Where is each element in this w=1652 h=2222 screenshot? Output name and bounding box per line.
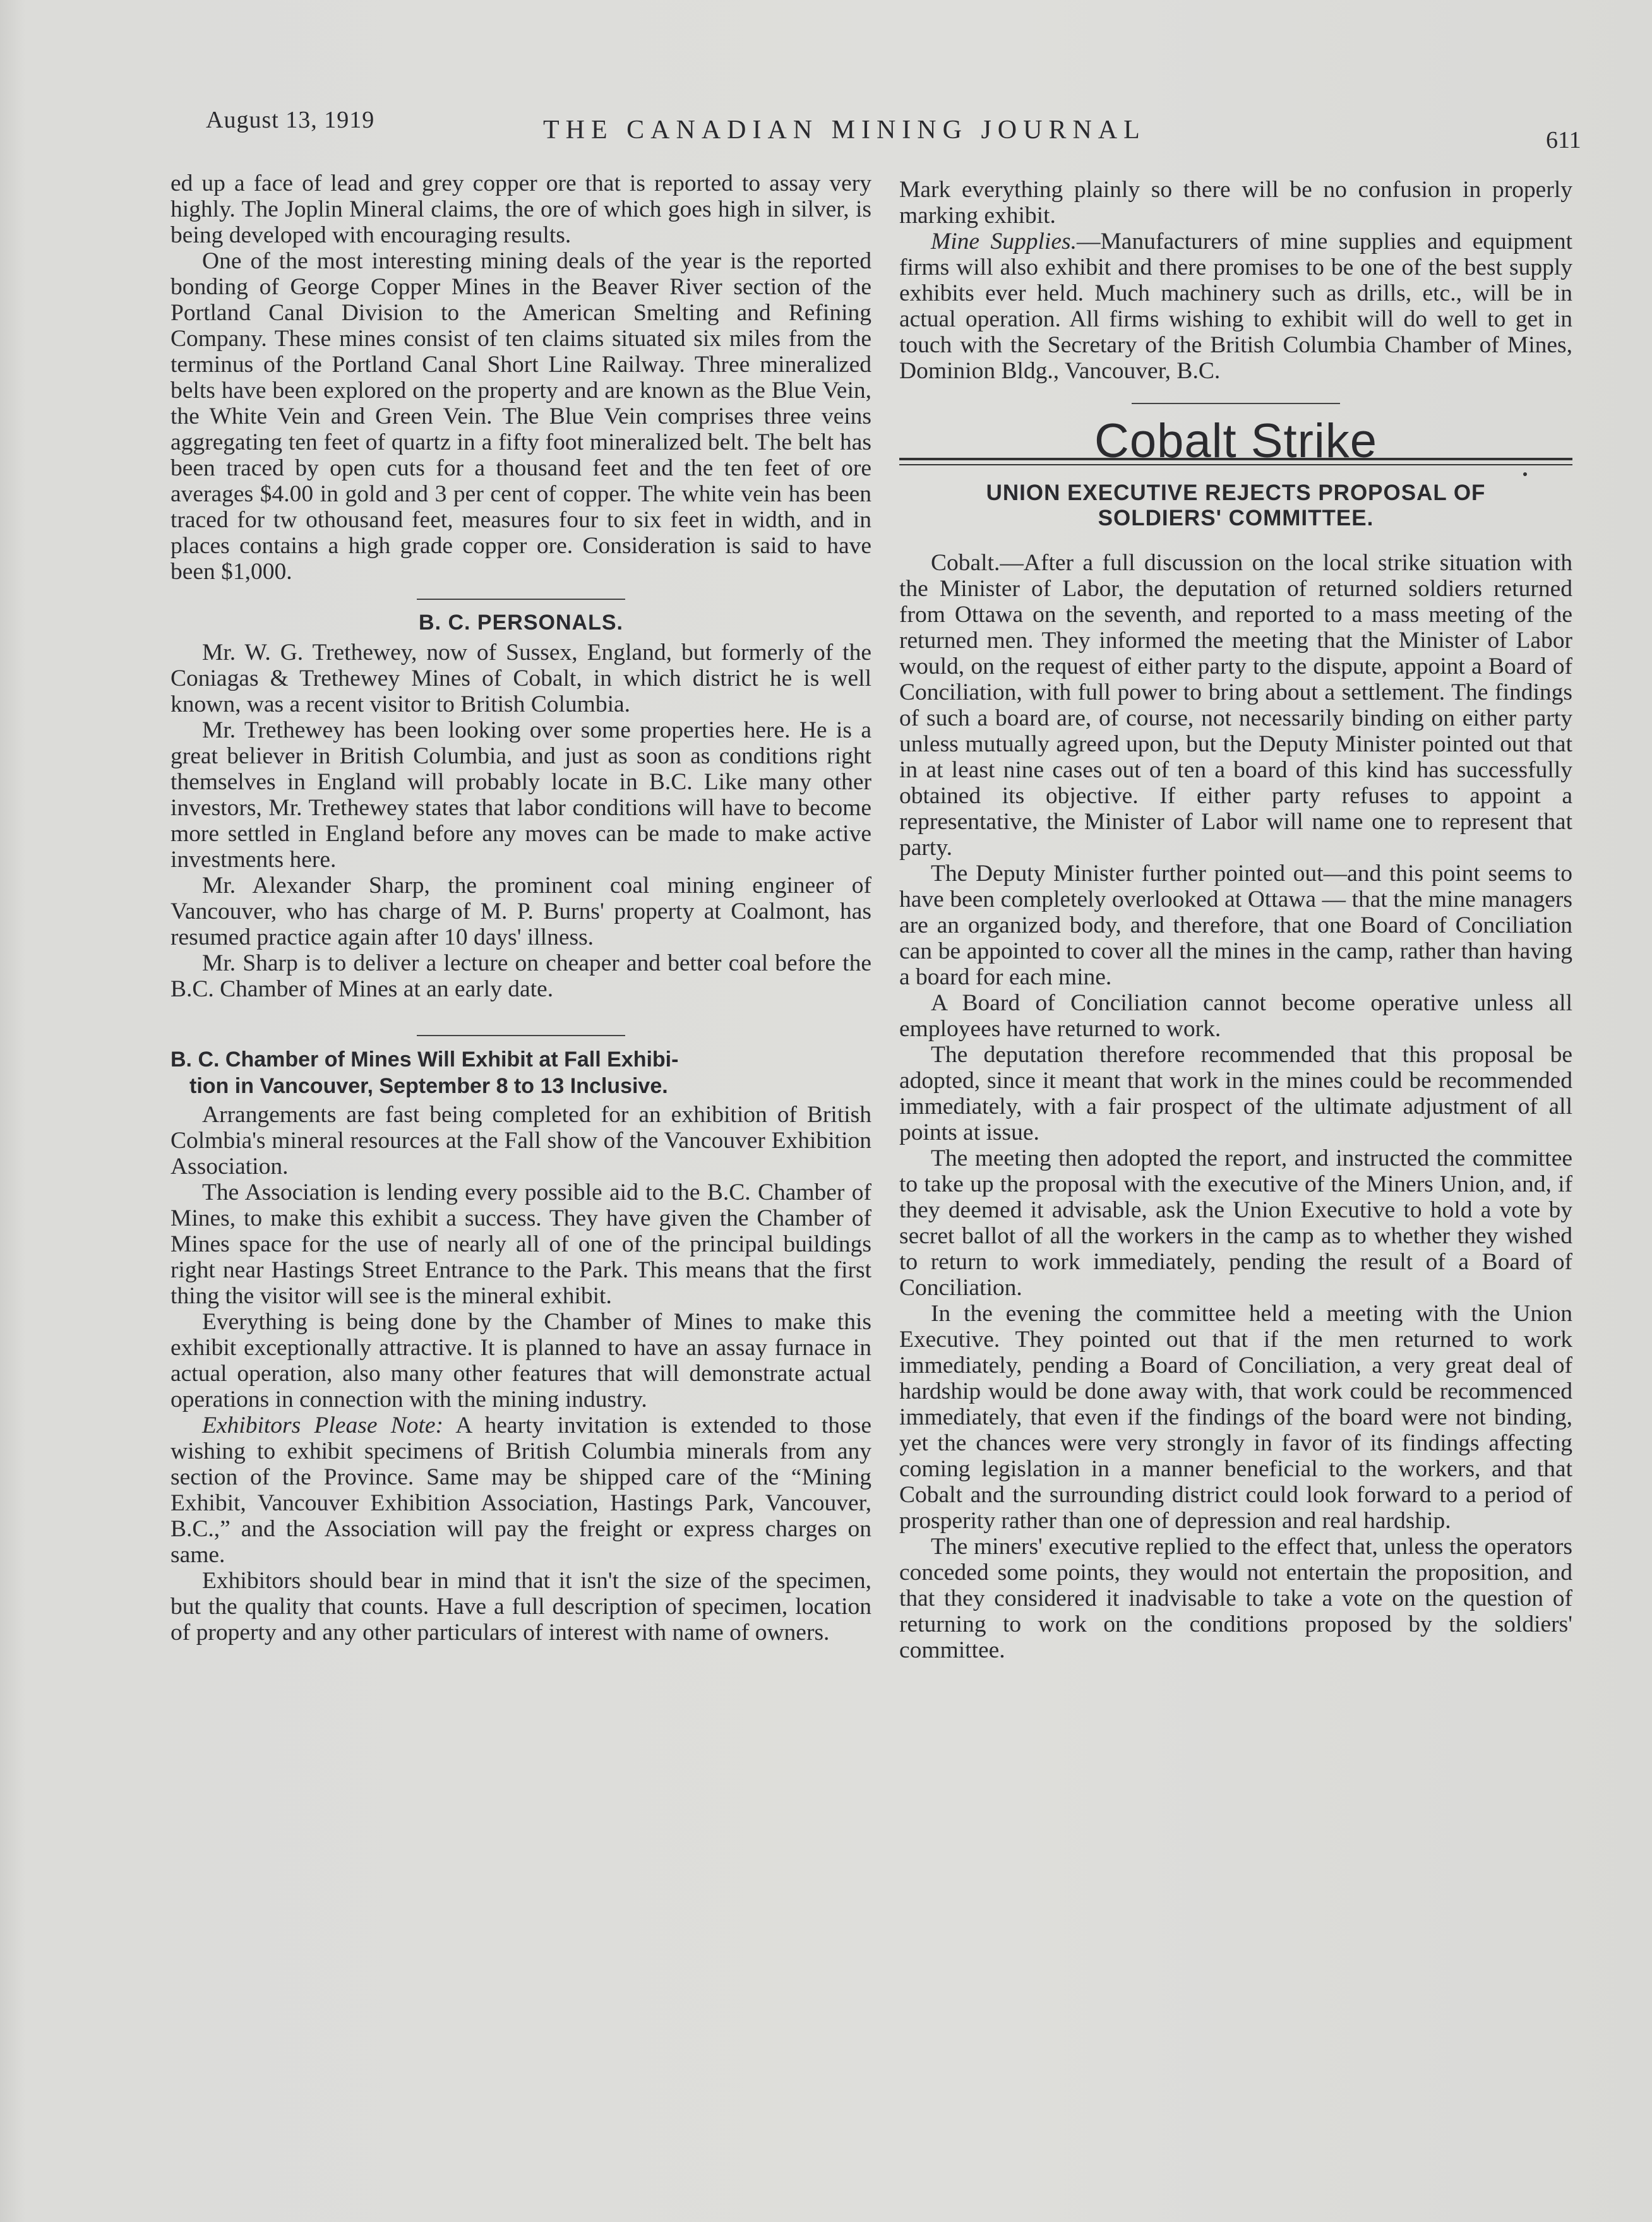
cobalt-strike-title: Cobalt Strike bbox=[1094, 414, 1378, 468]
article-paragraph: Mr. W. G. Trethewey, now of Sussex, England, but formerly of the Coniagas & Trethewey Mines of Cobalt, in which district he is well known, was a recent visitor to British Columbia. bbox=[171, 640, 871, 717]
article-paragraph: Mr. Trethewey has been looking over some properties here. He is a great believer in British Columbia, and just as soon as conditions right themselves in England will probably locate in B.C. Like many other investors, Mr. Trethewey states that labor conditions will have to become more settled in England before any moves can be made to make active investments here. bbox=[171, 717, 871, 873]
left-column bbox=[171, 170, 871, 1646]
article-paragraph: One of the most interesting mining deals of the year is the reported bonding of George Copper Mines in the Beaver River section of the Portland Canal Division to the American Smelting and Refining Company. These mines consist of ten claims situated six miles from the terminus of the Portland Canal Short Line Railway. Three mineralized belts have been explored on the property and are known as the Blue Vein, the White Vein and Green Vein. The Blue Vein comprises three veins aggregating ten feet of quartz in a fifty foot mineralized belt. The belt has been traced by open cuts for a thousand feet and the ten feet of ore averages $4.00 in gold and 3 per cent of copper. The white vein has been traced for tw othousand feet, measures four to six feet in width, and in places contains a high grade copper ore. Consideration is said to have been $1,000. bbox=[171, 248, 871, 585]
article-paragraph: Mr. Alexander Sharp, the prominent coal mining engineer of Vancouver, who has charge of M. P. Burns' property at Coalmont, has resumed practice again after 10 days' illness. bbox=[171, 873, 871, 950]
section-divider bbox=[417, 599, 625, 600]
exhibit-heading-line: tion in Vancouver, September 8 to 13 Inclusive. bbox=[189, 1074, 668, 1098]
journal-title: THE CANADIAN MINING JOURNAL bbox=[543, 116, 1146, 145]
supplies-text: —Manufacturers of mine supplies and equipment firms will also exhibit and there promises to be one of the best supply exhibits ever held. Much machinery such as drills, etc., will be in actual operation. All firms wishing to exhibit will do well to get in touch with the Secretary of the British Columbia Chamber of Mines, Dominion Bldg., Vancouver, B.C. bbox=[899, 229, 1572, 384]
article-paragraph: A Board of Conciliation cannot become operative unless all employees have returned to work. bbox=[899, 990, 1572, 1042]
article-paragraph: In the evening the committee held a meeting with the Union Executive. They pointed out that if the men returned to work immediately, pending a Board of Conciliation, a very great deal of hardship would be done away with, that work could be recommenced immediately, that even if the findings of the board were not binding, yet the chances were very strongly in favor of its findings affecting coming legislation in a manner beneficial to the workers, and that Cobalt and the surrounding district could look forward to a period of prosperity rather than one of depression and real hardship. bbox=[899, 1301, 1572, 1534]
personals-heading: B. C. PERSONALS. bbox=[419, 611, 623, 635]
supplies-label: Mine Supplies. bbox=[931, 229, 1077, 254]
section-divider bbox=[1132, 403, 1340, 404]
article-paragraph: The meeting then adopted the report, and instructed the committee to take up the proposal with the executive of the Miners Union, and, if they deemed it advisable, ask the Union Executive to hold a vote by secret ballot of all the workers in the camp as to whether they wished to return to work immediately, pending the result of a Board of Conciliation. bbox=[899, 1145, 1572, 1301]
article-paragraph: Mr. Sharp is to deliver a lecture on cheaper and better coal before the B.C. Chamber of Mines at an early date. bbox=[171, 950, 871, 1002]
note-label: Exhibitors Please Note: bbox=[202, 1413, 444, 1438]
article-paragraph: Mark everything plainly so there will be no confusion in properly marking exhibit. bbox=[899, 177, 1572, 229]
exhibitors-note bbox=[171, 1413, 871, 1568]
exhibit-heading-line: B. C. Chamber of Mines Will Exhibit at Fall Exhibi- bbox=[171, 1048, 679, 1072]
article-paragraph: The deputation therefore recommended that this proposal be adopted, since it meant that work in the mines could be recommended immediately, with a fair prospect of the ultimate adjustment of all points at issue. bbox=[899, 1042, 1572, 1145]
mine-supplies-paragraph bbox=[899, 229, 1572, 384]
article-paragraph: Exhibitors should bear in mind that it isn't the size of the specimen, but the quality that counts. Have a full description of specimen, location of property and any other particulars of interest with name of owners. bbox=[171, 1568, 871, 1646]
article-paragraph: Everything is being done by the Chamber of Mines to make this exhibit exceptionally attractive. It is planned to have an assay furnace in actual operation, also many other features that will demonstrate actual operations in connection with the mining industry. bbox=[171, 1309, 871, 1413]
exhibit-heading bbox=[171, 1046, 871, 1099]
note-text: A hearty invitation is extended to those wishing to exhibit specimens of British Columbia minerals from any section of the Province. Same may be shipped care of the “Mining Exhibit, Vancouver Exhibition Association, Hastings Park, Vancouver, B.C.,” and the Association will pay the freight or express charges on same. bbox=[171, 1413, 871, 1568]
page-number: 611 bbox=[1546, 127, 1581, 153]
right-column bbox=[899, 177, 1572, 1663]
issue-date: August 13, 1919 bbox=[206, 107, 375, 133]
article-paragraph: The Deputy Minister further pointed out—and this point seems to have been completely overlooked at Ottawa — that the mine managers are an organized body, and therefore, that one Board of Conciliation can be appointed to cover all the mines in the camp, rather than having a board for each mine. bbox=[899, 861, 1572, 990]
print-speck bbox=[1523, 472, 1527, 476]
union-heading-line: SOLDIERS' COMMITTEE. bbox=[1098, 506, 1374, 530]
article-paragraph: ed up a face of lead and grey copper ore that is reported to assay very highly. The Joplin Mineral claims, the ore of which goes high in silver, is being developed with encouraging results. bbox=[171, 170, 871, 248]
article-paragraph: Cobalt.—After a full discussion on the local strike situation with the Minister of Labor, the deputation of returned soldiers returned from Ottawa on the seventh, and reported to a mass meeting of the returned men. They informed the meeting that the Minister of Labor would, on the request of either party to the dispute, appoint a Board of Conciliation, with full power to bring about a settlement. The findings of such a board are, of course, not necessarily binding on either party unless mutually agreed upon, but the Deputy Minister pointed out that in at least nine cases out of ten a board of this kind has successfully obtained its objective. If either party refuses to appoint a representative, the Minister of Labor will name one to represent that party. bbox=[899, 550, 1572, 861]
union-heading bbox=[899, 481, 1572, 531]
union-heading-line: UNION EXECUTIVE REJECTS PROPOSAL OF bbox=[986, 481, 1486, 505]
section-divider bbox=[417, 1035, 625, 1036]
article-paragraph: The miners' executive replied to the effect that, unless the operators conceded some points, they would not entertain the proposition, and that they considered it inadvisable to take a vote on the question of returning to work on the conditions proposed by the soldiers' committee. bbox=[899, 1534, 1572, 1663]
article-paragraph: Arrangements are fast being completed for an exhibition of British Colmbia's mineral resources at the Fall show of the Vancouver Exhibition Association. bbox=[171, 1102, 871, 1180]
article-paragraph: The Association is lending every possible aid to the B.C. Chamber of Mines, to make this exhibit a success. They have given the Chamber of Mines space for the use of nearly all of one of the principal buildings right near Hastings Street Entrance to the Park. This means that the first thing the visitor will see is the mineral exhibit. bbox=[171, 1180, 871, 1309]
